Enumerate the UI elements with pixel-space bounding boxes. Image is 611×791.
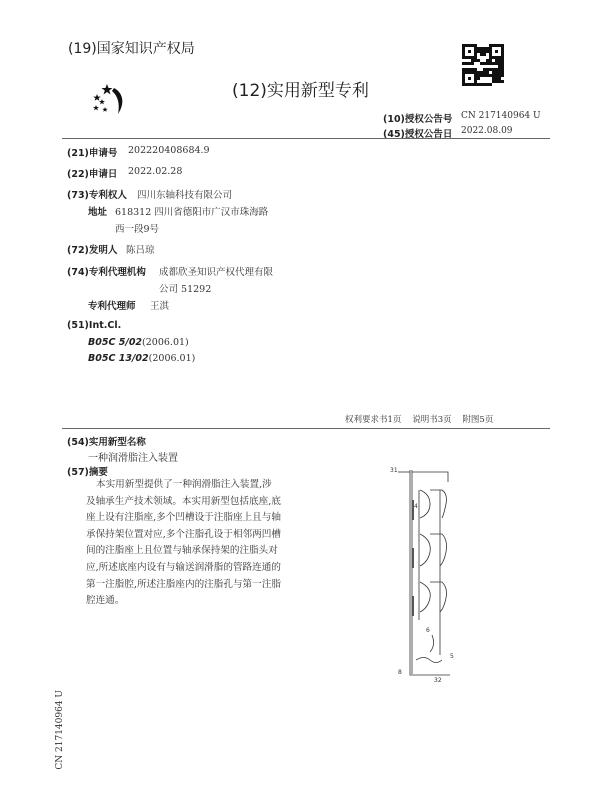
abstract-line: 腔连通。 bbox=[86, 595, 125, 607]
app-no: 202220408684.9 bbox=[128, 145, 210, 156]
abstract-label: (57)摘要 bbox=[67, 467, 108, 478]
page-counts: 权利要求书1页 说明书3页 附图5页 bbox=[345, 415, 494, 425]
document-type: (12)实用新型专利 bbox=[232, 81, 369, 101]
agency-label: (74)专利代理机构 bbox=[67, 267, 146, 278]
section-divider bbox=[62, 428, 550, 429]
ipc-entry bbox=[88, 337, 189, 348]
pub-date: 2022.08.09 bbox=[461, 126, 513, 136]
qr-code bbox=[462, 44, 504, 86]
patentee-label: (73)专利权人 bbox=[67, 190, 127, 201]
agent: 王淇 bbox=[150, 301, 170, 312]
pub-no: CN 217140964 U bbox=[461, 111, 541, 121]
ipc-code: B05C 5/02 bbox=[88, 337, 143, 348]
address-line-1: 618312 四川省德阳市广汉市珠海路 bbox=[115, 207, 269, 218]
cnipa-emblem bbox=[90, 80, 130, 120]
header-divider bbox=[62, 138, 550, 139]
fig-label: 32 bbox=[434, 677, 442, 684]
ipc-version: (2006.01) bbox=[142, 337, 189, 348]
agency-line-1: 成都欣圣知识产权代理有限 bbox=[159, 267, 274, 278]
ipc-entry bbox=[88, 353, 195, 364]
fig-label: 4 bbox=[414, 503, 418, 510]
ipc-label: (51)Int.Cl. bbox=[67, 320, 122, 331]
title-label: (54)实用新型名称 bbox=[67, 437, 146, 448]
ipc-version: (2006.01) bbox=[148, 353, 196, 364]
inventor: 陈吕琼 bbox=[126, 245, 155, 256]
app-date-label: (22)申请日 bbox=[67, 169, 118, 180]
side-publication-number: CN 217140964 U bbox=[55, 690, 65, 770]
address-line-2: 西一段9号 bbox=[115, 224, 160, 235]
pub-no-label: (10)授权公告号 bbox=[383, 114, 453, 125]
abstract-line: 承保持架位置对应,多个注脂孔设于相邻两凹槽 bbox=[86, 528, 281, 540]
app-date: 2022.02.28 bbox=[128, 166, 183, 177]
app-no-label: (21)申请号 bbox=[67, 148, 118, 159]
abstract-line: 座上设有注脂座,多个凹槽设于注脂座上且与轴 bbox=[86, 512, 281, 524]
patentee: 四川东轴科技有限公司 bbox=[137, 190, 233, 201]
utility-model-title: 一种润滑脂注入装置 bbox=[88, 453, 178, 464]
issuing-office: (19)国家知识产权局 bbox=[68, 41, 195, 57]
inventor-label: (72)发明人 bbox=[67, 245, 118, 256]
abstract-line: 及轴承生产技术领域。本实用新型包括底座,底 bbox=[86, 495, 281, 507]
abstract-line: 本实用新型提供了一种润滑脂注入装置,涉 bbox=[96, 479, 272, 490]
pub-date-label: (45)授权公告日 bbox=[383, 129, 453, 140]
abstract-line: 第一注脂腔,所述注脂座内的注脂孔与第一注脂 bbox=[86, 578, 281, 590]
agent-label: 专利代理师 bbox=[88, 301, 136, 312]
fig-label: 5 bbox=[450, 653, 454, 660]
ipc-code: B05C 13/02 bbox=[88, 353, 149, 364]
fig-label: 6 bbox=[426, 627, 430, 634]
abstract-text bbox=[86, 477, 300, 610]
agency-line-2: 公司 51292 bbox=[159, 284, 212, 295]
fig-label: 31 bbox=[390, 467, 398, 474]
abstract-line: 应,所述底座内设有与输送润滑脂的管路连通的 bbox=[86, 561, 281, 573]
abstract-line: 间的注脂座上且位置与轴承保持架的注脂头对 bbox=[86, 545, 278, 557]
fig-label: 8 bbox=[398, 669, 402, 676]
address-label: 地址 bbox=[88, 207, 108, 218]
abstract-drawing bbox=[390, 460, 460, 688]
